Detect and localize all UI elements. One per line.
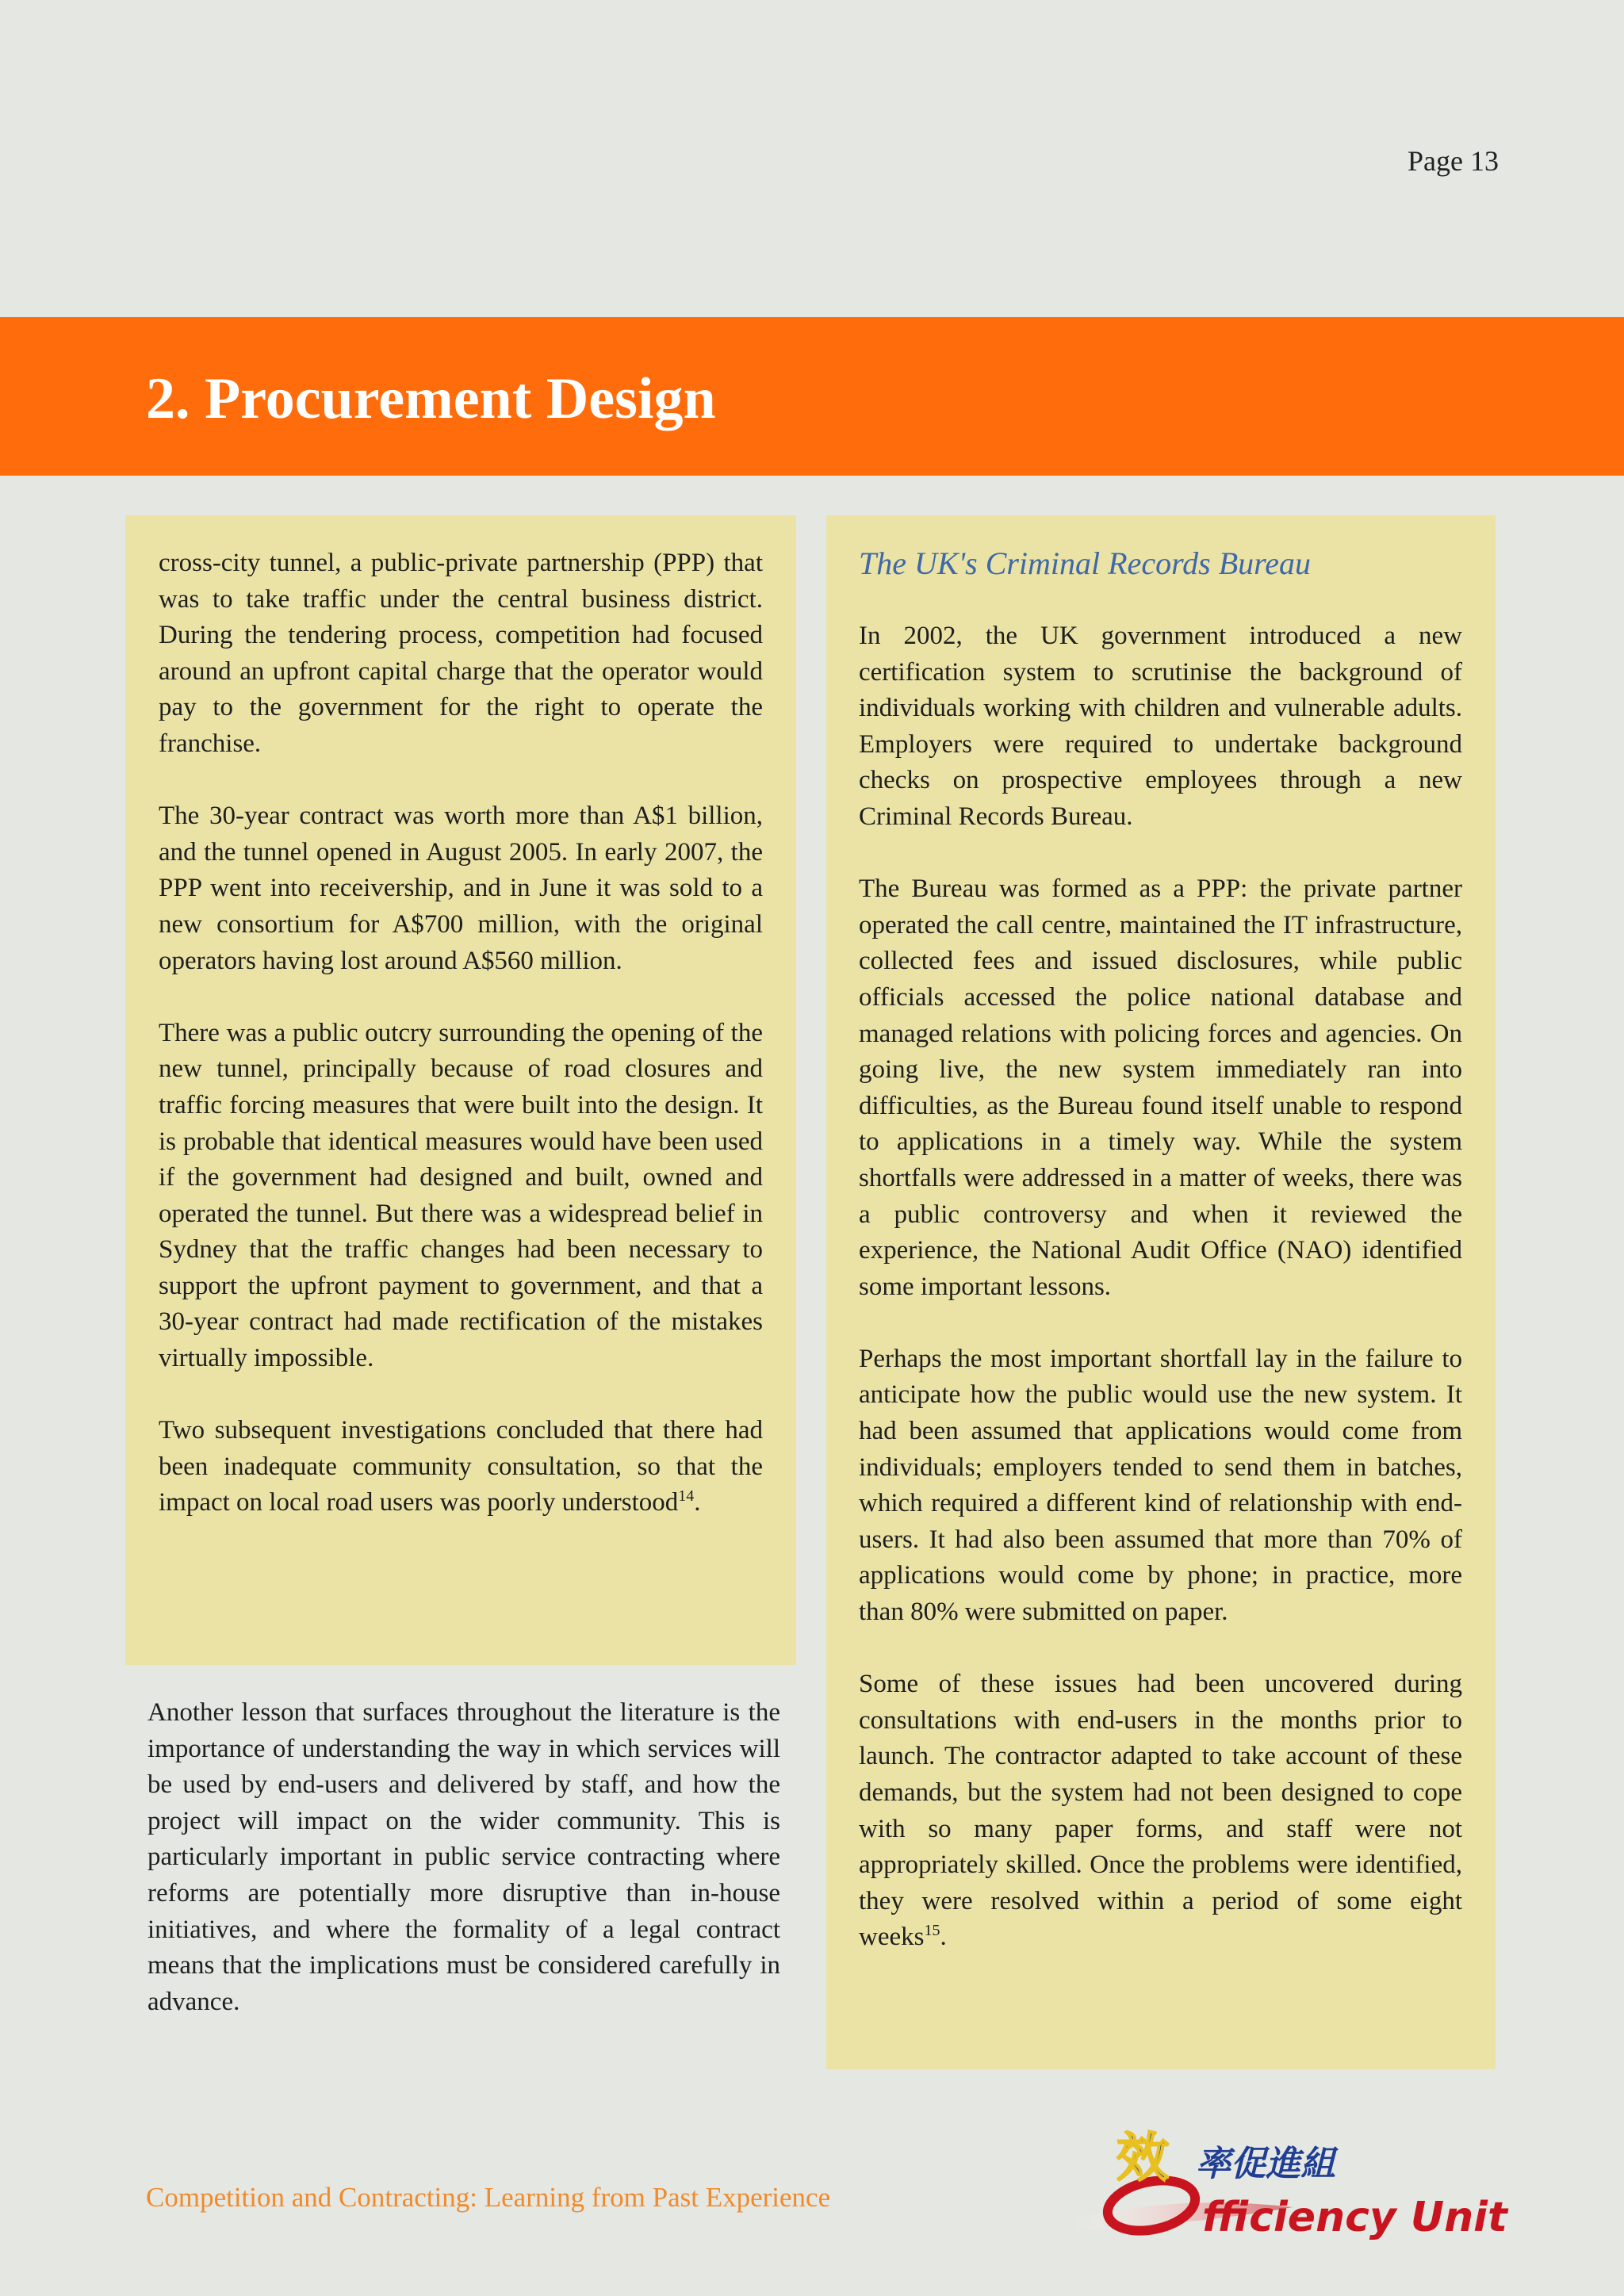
- paragraph: There was a public outcry surrounding the opening of the new tunnel, principally because of road closures and traffic forcing measures that were built into the design. It is probable that identical measures would have been used if the government had designed and built, owned and operated the tunnel. But there was a widespread belief in Sydney that the traffic changes had been necessary to support the upfront payment to government, and that a 30-year contract had made rectification of the mistakes virtually impossible.: [159, 1018, 763, 1373]
- logo-chinese-rest: 率促進組: [1196, 2144, 1335, 2184]
- footnote-ref[interactable]: 15: [924, 1922, 940, 1940]
- efficiency-unit-logo: [1063, 2118, 1507, 2245]
- paragraph: [159, 1413, 763, 1521]
- section-banner: [0, 317, 1624, 476]
- footnote-ref[interactable]: 14: [678, 1487, 695, 1506]
- sidebar-title: The UK's Criminal Records Bureau: [859, 545, 1312, 581]
- sidebar-text: [859, 545, 1462, 1992]
- footer-title: Competition and Contracting: Learning from Past Experience: [146, 2182, 831, 2213]
- body-text: [147, 1695, 780, 2057]
- paragraph: Perhaps the most important shortfall lay in the failure to anticipate how the public would use the new system. It had been assumed that applications would come from individuals; employers tended to send them in batches, which required a different kind of relationship with end-users. It had also been assumed that more than 70% of applications would come by phone; in practice, more than 80% were submitted on paper.: [859, 1344, 1462, 1627]
- paragraph-text: Some of these issues had been uncovered during consultations with end-users in the months prior to launch. The contractor adapted to take account of these demands, but the system had not been designed to cope with so many paper forms, and staff were not appropriately skilled. Once the problems were identified, they were resolved within a period of some eight weeks: [859, 1670, 1462, 1952]
- paragraph-end: .: [694, 1488, 701, 1517]
- paragraph: Another lesson that surfaces throughout the literature is the importance of understanding the way in which services will be used by end-users and delivered by staff, and how the project will impact on the wider community. This is particularly important in public service contracting where reforms are potentially more disruptive than in-house initiatives, and where the formality of a legal contract means that the implications must be considered carefully in advance.: [147, 1698, 780, 2016]
- paragraph-text: Two subsequent investigations concluded that there had been inadequate community consultation, so that the impact on local road users was poorly understood: [159, 1416, 763, 1517]
- paragraph: cross-city tunnel, a public-private partnership (PPP) that was to take traffic under the central business district. During the tendering process, competition had focused around an upfront capital charge that the operator would pay to the government for the right to operate the franchise.: [159, 549, 763, 758]
- paragraph: The 30-year contract was worth more than A$1 billion, and the tunnel opened in August 2005. In early 2007, the PPP went into receivership, and in June it was sold to a new consortium for A$700 million, with the original operators having lost around A$560 million.: [159, 802, 763, 975]
- section-title: 2. Procurement Design: [146, 366, 716, 431]
- paragraph-end: .: [940, 1923, 947, 1952]
- logo-english: fficiency Unit: [1202, 2194, 1507, 2241]
- paragraph: The Bureau was formed as a PPP: the private partner operated the call centre, maintained the IT infrastructure, collected fees and issued disclosures, while public officials accessed the police national database and managed relations with policing forces and agencies. On going live, the new system immediately ran into difficulties, as the Bureau found itself unable to respond to applications in a timely way. While the system shortfalls were addressed in a matter of weeks, there was a public controversy and when it reviewed the experience, the National Audit Office (NAO) identified some important lessons.: [859, 874, 1462, 1301]
- page-number: Page 13: [1408, 145, 1499, 177]
- paragraph: [859, 1667, 1462, 1956]
- left-column-text: [159, 545, 763, 1558]
- paragraph: In 2002, the UK government introduced a new certification system to scrutinise the background of individuals working with children and vulnerable adults. Employers were required to undertake background checks on prospective employees through a new Criminal Records Bureau.: [859, 622, 1462, 831]
- logo-chinese-first: 效: [1116, 2127, 1169, 2188]
